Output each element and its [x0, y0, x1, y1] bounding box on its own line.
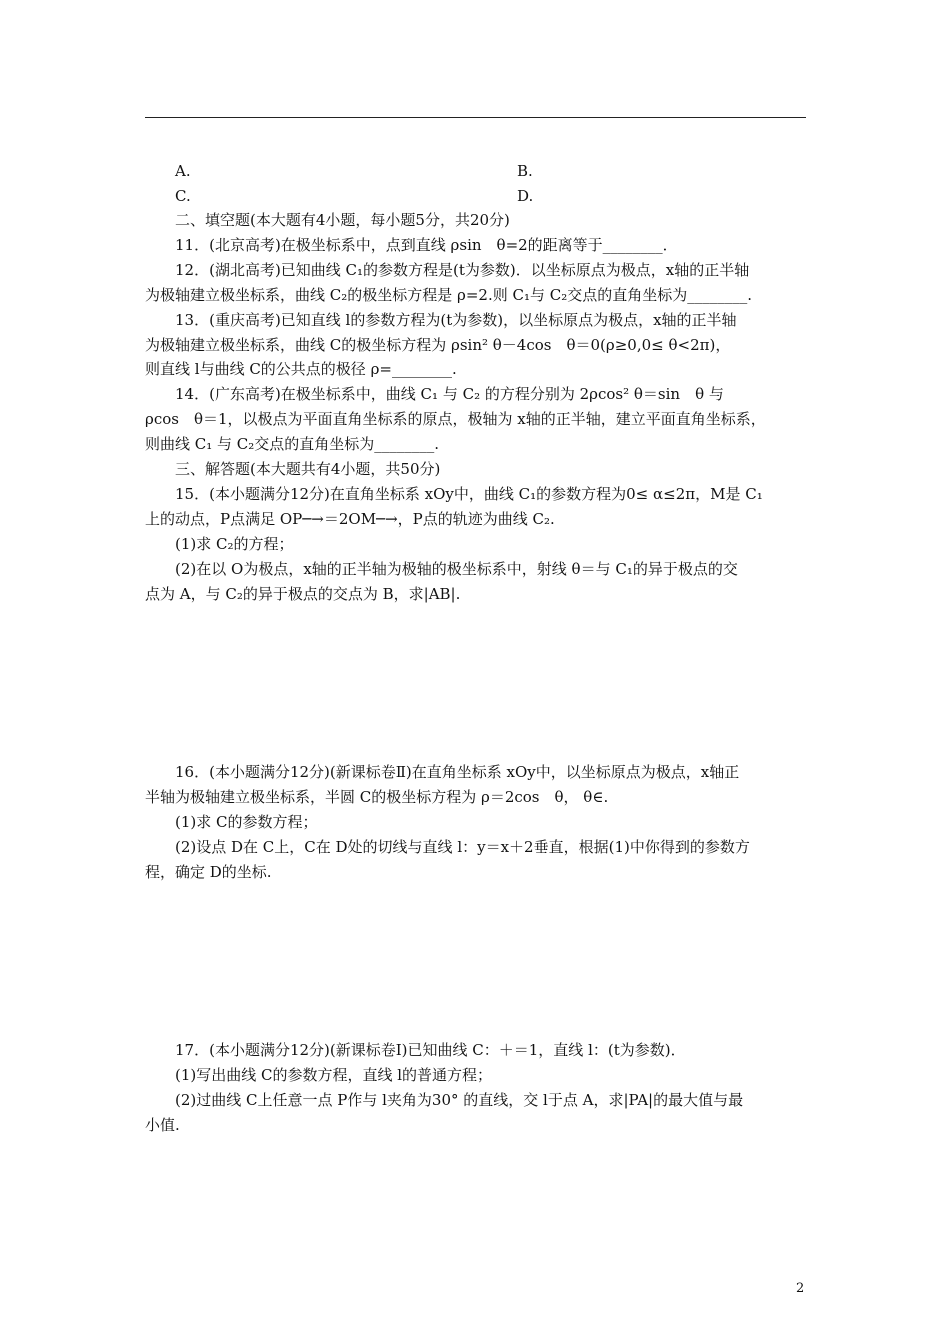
- question-12-line-2: 为极轴建立极坐标系，曲线 C₂的极坐标方程是 ρ=2.则 C₁与 C₂交点的直角坐标为________.: [145, 286, 753, 304]
- question-13-line-3: 则直线 l与曲线 C的公共点的极径 ρ=________.: [145, 360, 457, 378]
- question-13-line-2: 为极轴建立极坐标系，曲线 C的极坐标方程为 ρsin² θ－4cos θ＝0(ρ≥0,0≤ θ<2π)，: [145, 336, 731, 354]
- option-b: B.: [517, 162, 533, 180]
- question-16-part-2-line-2: 程，确定 D的坐标.: [145, 863, 272, 881]
- option-d: D.: [517, 187, 534, 205]
- question-15-part-2-line-1: (2)在以 O为极点，x轴的正半轴为极轴的极坐标系中，射线 θ＝与 C₁的异于极点的交: [175, 560, 738, 578]
- question-13-line-1: 13．(重庆高考)已知直线 l的参数方程为(t为参数)，以坐标原点为极点，x轴的正半轴: [175, 311, 737, 329]
- question-17-part-2-line-1: (2)过曲线 C上任意一点 P作与 l夹角为30° 的直线，交 l于点 A，求|PA|的最大值与最: [175, 1091, 744, 1109]
- question-15-part-1: (1)求 C₂的方程；: [175, 535, 294, 553]
- section-heading-answers: 三、解答题(本大题共有4小题，共50分): [175, 460, 441, 478]
- question-14-line-3: 则曲线 C₁ 与 C₂交点的直角坐标为________.: [145, 435, 440, 453]
- question-16-part-2-line-1: (2)设点 D在 C上，C在 D处的切线与直线 l：y＝x＋2垂直，根据(1)中你得到的参数方: [175, 838, 750, 856]
- question-17-line-1: 17．(本小题满分12分)(新课标卷Ⅰ)已知曲线 C：＋＝1，直线 l：(t为参数)．: [175, 1041, 686, 1059]
- question-15-line-2: 上的动点，P点满足 OP─→＝2OM─→，P点的轨迹为曲线 C₂.: [145, 510, 555, 528]
- question-15-line-1: 15．(本小题满分12分)在直角坐标系 xOy中，曲线 C₁的参数方程为0≤ α≤2π，M是 C₁: [175, 485, 763, 503]
- question-16-line-1: 16．(本小题满分12分)(新课标卷Ⅱ)在直角坐标系 xOy中，以坐标原点为极点，x轴正: [175, 763, 740, 781]
- question-12-line-1: 12．(湖北高考)已知曲线 C₁的参数方程是(t为参数)．以坐标原点为极点，x轴的正半轴: [175, 261, 750, 279]
- question-16-part-1: (1)求 C的参数方程；: [175, 813, 318, 831]
- question-14-line-2: ρcos θ＝1，以极点为平面直角坐标系的原点，极轴为 x轴的正半轴，建立平面直角坐标系，: [145, 410, 766, 428]
- question-16-line-2: 半轴为极轴建立极坐标系，半圆 C的极坐标方程为 ρ＝2cos θ， θ∈.: [145, 788, 609, 806]
- question-11: 11．(北京高考)在极坐标系中，点到直线 ρsin θ=2的距离等于________．: [175, 236, 678, 254]
- header-rule: [145, 117, 806, 118]
- option-a: A.: [175, 162, 191, 180]
- section-heading-fill-in: 二、填空题(本大题有4小题，每小题5分，共20分): [175, 211, 510, 229]
- option-c: C.: [175, 187, 191, 205]
- question-17-part-1: (1)写出曲线 C的参数方程，直线 l的普通方程；: [175, 1066, 493, 1084]
- question-15-part-2-line-2: 点为 A，与 C₂的异于极点的交点为 B，求|AB|.: [145, 585, 461, 603]
- page-number: 2: [796, 1281, 805, 1296]
- question-14-line-1: 14．(广东高考)在极坐标系中，曲线 C₁ 与 C₂ 的方程分别为 2ρcos² θ＝sin θ 与: [175, 385, 724, 403]
- question-17-part-2-line-2: 小值.: [145, 1116, 180, 1134]
